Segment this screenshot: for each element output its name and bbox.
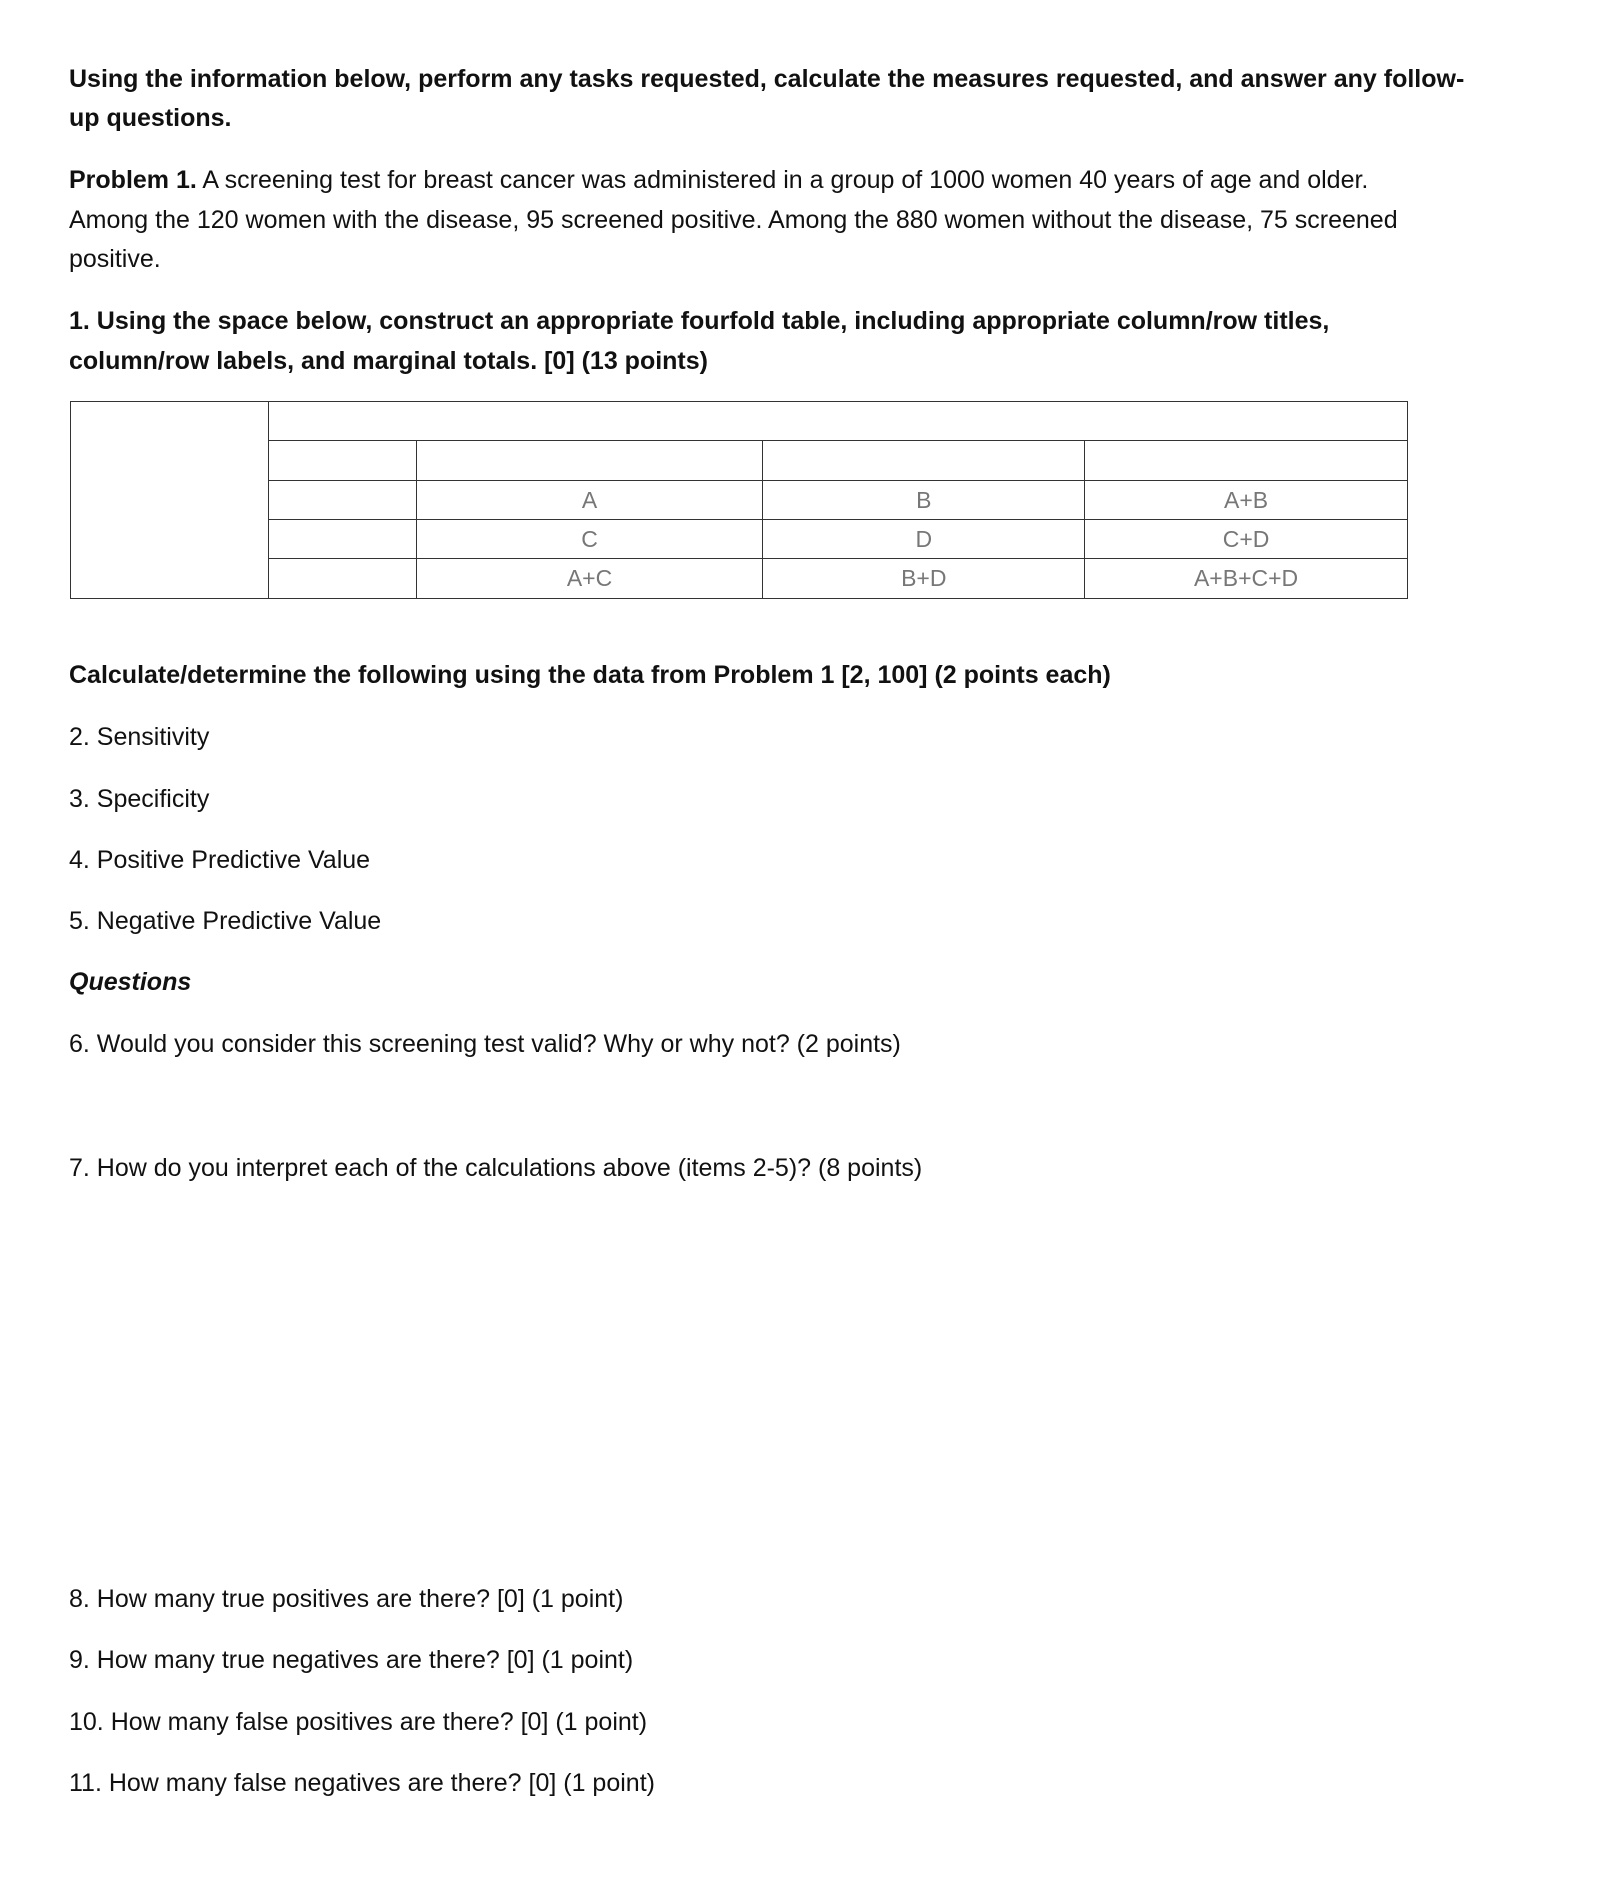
questions-heading: Questions bbox=[69, 968, 192, 996]
intro-line: Using the information below, perform any tasks requested, calculate the measures requested, and answer any follow- bbox=[69, 65, 1465, 93]
calc-item: 3. Specificity bbox=[69, 785, 210, 813]
task1-line: 1. Using the space below, construct an appropriate fourfold table, including appropriate column/row titles, bbox=[69, 307, 1330, 335]
cell-a[interactable]: A bbox=[416, 481, 763, 520]
problem-text: A screening test for breast cancer was administered in a group of 1000 women 40 years of age and older. bbox=[202, 166, 1369, 194]
cell-b-plus-d[interactable]: B+D bbox=[763, 559, 1085, 599]
row-title-cell[interactable] bbox=[71, 402, 269, 599]
count-item: 11. How many false negatives are there? [0] (1 point) bbox=[69, 1769, 655, 1797]
question-7: 7. How do you interpret each of the calculations above (items 2-5)? (8 points) bbox=[69, 1154, 923, 1182]
calc-heading: Calculate/determine the following using the data from Problem 1 [2, 100] (2 points each) bbox=[69, 661, 1111, 689]
calc-item: 4. Positive Predictive Value bbox=[69, 846, 371, 874]
fourfold-table bbox=[70, 401, 1408, 599]
cell-c[interactable]: C bbox=[416, 520, 763, 559]
problem-line: positive. bbox=[69, 245, 161, 273]
question-6: 6. Would you consider this screening test valid? Why or why not? (2 points) bbox=[69, 1030, 901, 1058]
calc-item: 5. Negative Predictive Value bbox=[69, 907, 382, 935]
column-title-cell[interactable] bbox=[268, 402, 1407, 441]
column-label-cell[interactable] bbox=[763, 441, 1085, 481]
cell-b[interactable]: B bbox=[763, 481, 1085, 520]
row-label-cell[interactable] bbox=[268, 520, 416, 559]
problem-label: Problem 1. bbox=[69, 166, 197, 194]
cell-a-plus-b[interactable]: A+B bbox=[1085, 481, 1408, 520]
intro-line: up questions. bbox=[69, 104, 232, 132]
cell-total[interactable]: A+B+C+D bbox=[1085, 559, 1408, 599]
task1-line: column/row labels, and marginal totals. [0] (13 points) bbox=[69, 347, 708, 375]
empty-cell[interactable] bbox=[268, 441, 416, 481]
count-item: 10. How many false positives are there? [0] (1 point) bbox=[69, 1708, 648, 1736]
cell-c-plus-d[interactable]: C+D bbox=[1085, 520, 1408, 559]
column-label-cell[interactable] bbox=[416, 441, 763, 481]
column-label-cell[interactable] bbox=[1085, 441, 1408, 481]
cell-a-plus-c[interactable]: A+C bbox=[416, 559, 763, 599]
row-label-cell[interactable] bbox=[268, 481, 416, 520]
problem-line: Among the 120 women with the disease, 95 screened positive. Among the 880 women without the disease, 75 screened bbox=[69, 206, 1398, 234]
calc-item: 2. Sensitivity bbox=[69, 723, 210, 751]
cell-d[interactable]: D bbox=[763, 520, 1085, 559]
count-item: 8. How many true positives are there? [0] (1 point) bbox=[69, 1585, 624, 1613]
row-label-cell[interactable] bbox=[268, 559, 416, 599]
problem-line bbox=[69, 165, 1368, 195]
count-item: 9. How many true negatives are there? [0] (1 point) bbox=[69, 1646, 634, 1674]
